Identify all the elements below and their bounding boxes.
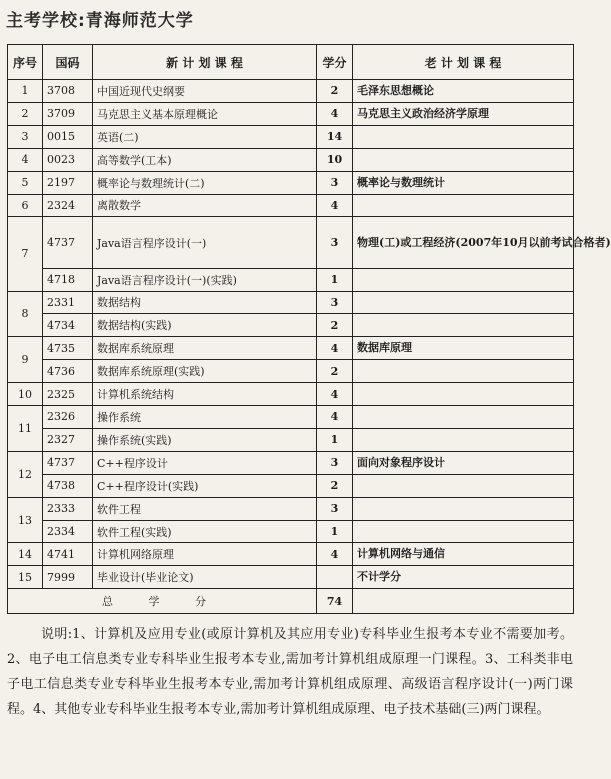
table-row bbox=[8, 337, 574, 360]
cell-code: 2325 bbox=[43, 383, 93, 406]
table-row bbox=[8, 171, 574, 194]
cell-credit: 1 bbox=[317, 428, 353, 451]
cell-code: 3709 bbox=[43, 102, 93, 125]
cell-code: 3708 bbox=[43, 80, 93, 103]
table-row bbox=[8, 428, 574, 451]
cell-code: 4741 bbox=[43, 543, 93, 566]
cell-course: 操作系统 bbox=[93, 406, 317, 429]
table-row bbox=[8, 474, 574, 497]
cell-course: C++程序设计(实践) bbox=[93, 474, 317, 497]
cell-course: Java语言程序设计(一) bbox=[93, 217, 317, 268]
cell-code: 2331 bbox=[43, 291, 93, 314]
cell-seq: 4 bbox=[8, 148, 43, 171]
cell-credit: 3 bbox=[317, 291, 353, 314]
table-row bbox=[8, 268, 574, 291]
cell-course: 马克思主义基本原理概论 bbox=[93, 102, 317, 125]
cell-old-course: 面向对象程序设计 bbox=[353, 451, 574, 474]
header-old-course: 老 计 划 课 程 bbox=[353, 45, 574, 80]
total-row bbox=[8, 589, 574, 614]
cell-seq: 14 bbox=[8, 543, 43, 566]
cell-code: 2333 bbox=[43, 497, 93, 520]
cell-credit: 4 bbox=[317, 383, 353, 406]
cell-course: 计算机网络原理 bbox=[93, 543, 317, 566]
cell-seq: 1 bbox=[8, 80, 43, 103]
cell-course: 数据结构 bbox=[93, 291, 317, 314]
cell-old-course bbox=[353, 428, 574, 451]
cell-old-course: 数据库原理 bbox=[353, 337, 574, 360]
header-new-course: 新 计 划 课 程 bbox=[93, 45, 317, 80]
total-label: 总 学 分 bbox=[8, 589, 317, 614]
cell-code: 0023 bbox=[43, 148, 93, 171]
curriculum-table bbox=[7, 44, 611, 614]
cell-credit: 3 bbox=[317, 497, 353, 520]
cell-old-course bbox=[353, 360, 574, 383]
table-row bbox=[8, 194, 574, 217]
cell-credit: 4 bbox=[317, 543, 353, 566]
cell-old-course bbox=[353, 125, 574, 148]
cell-course: 软件工程 bbox=[93, 497, 317, 520]
cell-old-course: 概率论与数理统计 bbox=[353, 171, 574, 194]
cell-credit: 2 bbox=[317, 80, 353, 103]
cell-old-course: 不计学分 bbox=[353, 566, 574, 589]
table-row bbox=[8, 360, 574, 383]
cell-old-course: 计算机网络与通信 bbox=[353, 543, 574, 566]
cell-code: 2327 bbox=[43, 428, 93, 451]
table-row bbox=[8, 125, 574, 148]
header-code: 国码 bbox=[43, 45, 93, 80]
cell-old-course bbox=[353, 383, 574, 406]
header-seq: 序号 bbox=[8, 45, 43, 80]
cell-code: 4736 bbox=[43, 360, 93, 383]
cell-old-course bbox=[353, 314, 574, 337]
cell-code: 4735 bbox=[43, 337, 93, 360]
cell-seq: 12 bbox=[8, 451, 43, 497]
cell-seq: 11 bbox=[8, 406, 43, 452]
table-row bbox=[8, 497, 574, 520]
header-credit: 学分 bbox=[317, 45, 353, 80]
cell-old-course bbox=[353, 474, 574, 497]
cell-old-course bbox=[353, 148, 574, 171]
cell-course: 离散数学 bbox=[93, 194, 317, 217]
notes-paragraph: 说明:1、计算机及应用专业(或原计算机及其应用专业)专科毕业生报考本专业不需要加考。2、电子电工信息类专业专科毕业生报考本专业,需加考计算机组成原理一门课程。3、工科类非电子电工信息类专业专科毕业生报考本专业,需加考计算机组成原理、高级语言程序设计(一)两门课程。4、其他专业专科毕业生报考本专业,需加考计算机组成原理、电子技术基础(三)两门课程。 bbox=[7, 627, 573, 717]
cell-old-course: 马克思主义政治经济学原理 bbox=[353, 102, 574, 125]
table-header-row bbox=[8, 45, 574, 80]
cell-course: 数据库系统原理(实践) bbox=[93, 360, 317, 383]
cell-credit: 4 bbox=[317, 194, 353, 217]
cell-credit: 2 bbox=[317, 474, 353, 497]
cell-seq: 5 bbox=[8, 171, 43, 194]
table-row bbox=[8, 217, 574, 268]
cell-credit: 10 bbox=[317, 148, 353, 171]
cell-old-course bbox=[353, 520, 574, 543]
cell-course: 操作系统(实践) bbox=[93, 428, 317, 451]
cell-code: 0015 bbox=[43, 125, 93, 148]
table-row bbox=[8, 520, 574, 543]
cell-course: 中国近现代史纲要 bbox=[93, 80, 317, 103]
cell-credit: 4 bbox=[317, 102, 353, 125]
total-credits: 74 bbox=[317, 589, 353, 614]
cell-old-course bbox=[353, 291, 574, 314]
cell-course: 高等数学(工本) bbox=[93, 148, 317, 171]
table-row bbox=[8, 566, 574, 589]
cell-seq: 13 bbox=[8, 497, 43, 543]
cell-seq: 8 bbox=[8, 291, 43, 337]
cell-credit: 1 bbox=[317, 268, 353, 291]
cell-old-course: 物理(工)或工程经济(2007年10月以前考试合格者) bbox=[353, 217, 574, 268]
cell-course: C++程序设计 bbox=[93, 451, 317, 474]
table-row bbox=[8, 383, 574, 406]
cell-code: 2326 bbox=[43, 406, 93, 429]
table-row bbox=[8, 148, 574, 171]
cell-credit: 4 bbox=[317, 406, 353, 429]
cell-course: 英语(二) bbox=[93, 125, 317, 148]
cell-course: 毕业设计(毕业论文) bbox=[93, 566, 317, 589]
cell-code: 2324 bbox=[43, 194, 93, 217]
cell-code: 4737 bbox=[43, 217, 93, 268]
cell-code: 4734 bbox=[43, 314, 93, 337]
table-row bbox=[8, 451, 574, 474]
cell-course: 计算机系统结构 bbox=[93, 383, 317, 406]
cell-seq: 7 bbox=[8, 217, 43, 291]
cell-code: 7999 bbox=[43, 566, 93, 589]
table-row bbox=[8, 80, 574, 103]
cell-code: 4718 bbox=[43, 268, 93, 291]
page-title: 主考学校:青海师范大学 bbox=[6, 11, 194, 31]
cell-credit: 1 bbox=[317, 520, 353, 543]
cell-code: 4738 bbox=[43, 474, 93, 497]
cell-course: Java语言程序设计(一)(实践) bbox=[93, 268, 317, 291]
cell-code: 2334 bbox=[43, 520, 93, 543]
cell-credit: 2 bbox=[317, 314, 353, 337]
total-empty-cell bbox=[353, 589, 574, 614]
cell-seq: 2 bbox=[8, 102, 43, 125]
cell-seq: 9 bbox=[8, 337, 43, 383]
cell-credit: 4 bbox=[317, 337, 353, 360]
cell-old-course bbox=[353, 268, 574, 291]
cell-code: 4737 bbox=[43, 451, 93, 474]
table-row bbox=[8, 406, 574, 429]
table-row bbox=[8, 102, 574, 125]
cell-old-course bbox=[353, 406, 574, 429]
cell-credit: 2 bbox=[317, 360, 353, 383]
cell-course: 数据库系统原理 bbox=[93, 337, 317, 360]
cell-code: 2197 bbox=[43, 171, 93, 194]
cell-course: 概率论与数理统计(二) bbox=[93, 171, 317, 194]
cell-credit: 3 bbox=[317, 171, 353, 194]
cell-credit: 14 bbox=[317, 125, 353, 148]
cell-course: 数据结构(实践) bbox=[93, 314, 317, 337]
cell-old-course bbox=[353, 194, 574, 217]
cell-course: 软件工程(实践) bbox=[93, 520, 317, 543]
cell-seq: 15 bbox=[8, 566, 43, 589]
cell-credit bbox=[317, 566, 353, 589]
cell-old-course: 毛泽东思想概论 bbox=[353, 80, 574, 103]
cell-credit: 3 bbox=[317, 217, 353, 268]
table-row bbox=[8, 314, 574, 337]
cell-credit: 3 bbox=[317, 451, 353, 474]
cell-old-course bbox=[353, 497, 574, 520]
cell-seq: 10 bbox=[8, 383, 43, 406]
cell-seq: 6 bbox=[8, 194, 43, 217]
table-row bbox=[8, 291, 574, 314]
table-row bbox=[8, 543, 574, 566]
cell-seq: 3 bbox=[8, 125, 43, 148]
